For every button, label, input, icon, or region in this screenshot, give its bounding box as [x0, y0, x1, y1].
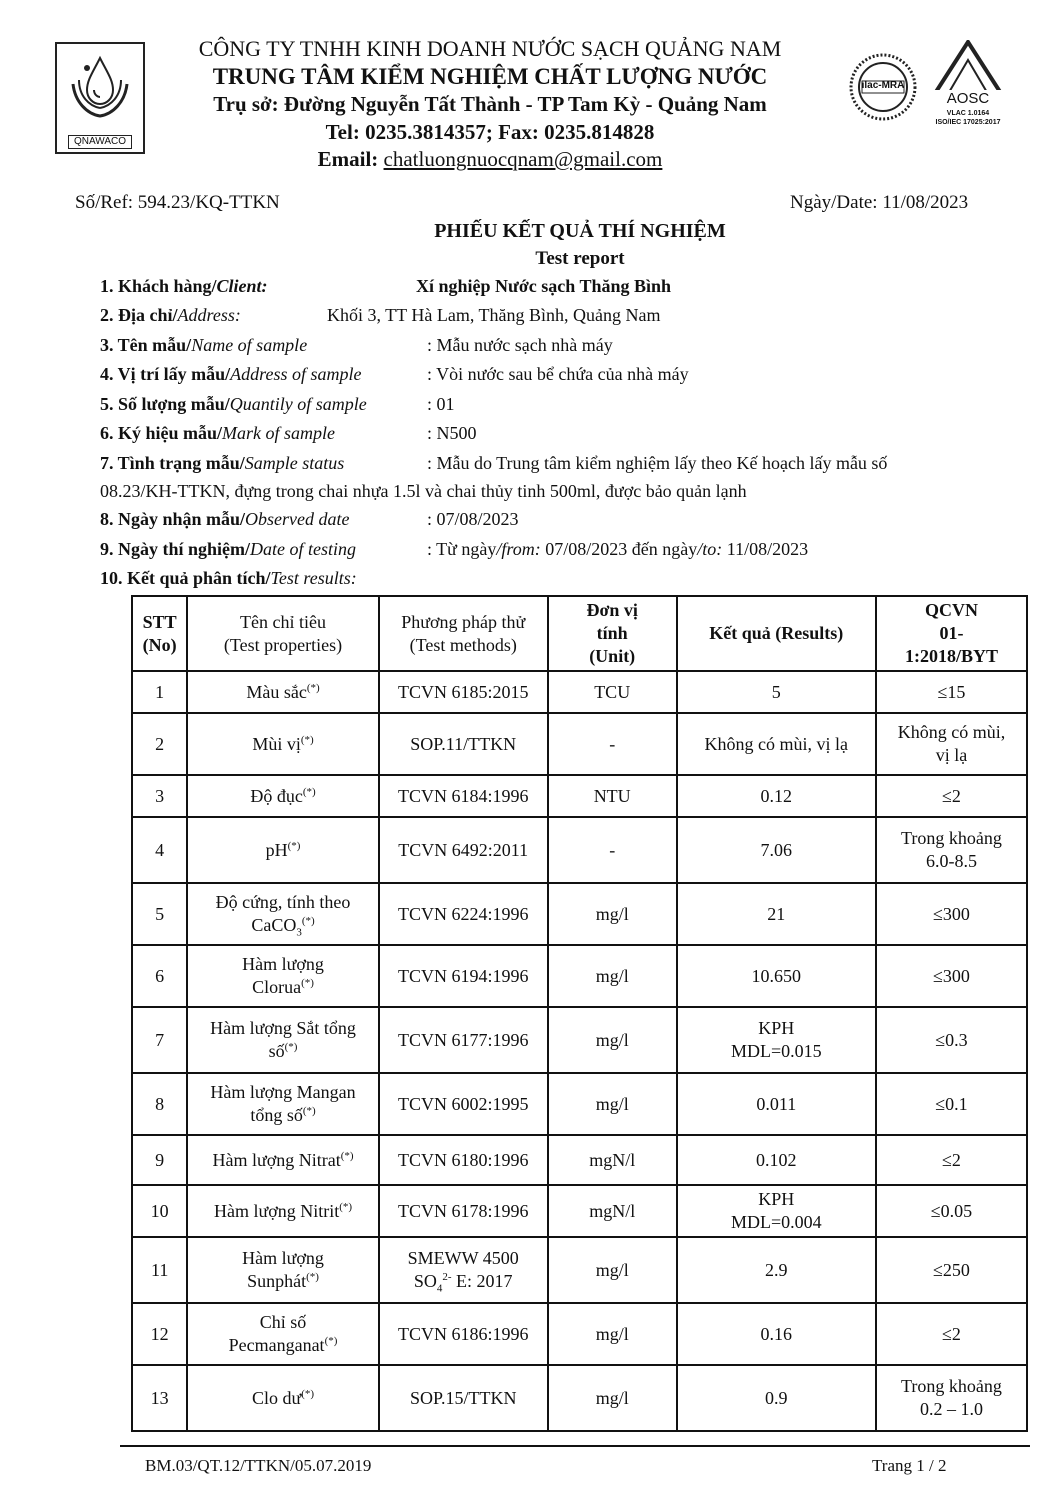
- unit: mgN/l: [548, 1135, 677, 1185]
- header-test-methods: Phương pháp thử (Test methods): [379, 596, 548, 671]
- email-label: Email:: [317, 147, 379, 171]
- company-name: CÔNG TY TNHH KINH DOANH NƯỚC SẠCH QUẢNG NAM: [198, 36, 782, 61]
- standard-limit: ≤0.1: [876, 1073, 1027, 1135]
- row-number: 6: [132, 945, 187, 1007]
- standard-limit: ≤300: [876, 945, 1027, 1007]
- table-header-row: [132, 596, 1027, 671]
- address-value: Khối 3, TT Hà Lam, Thăng Bình, Quảng Nam: [327, 305, 661, 325]
- result: 5: [677, 671, 876, 713]
- table-row: [132, 1303, 1027, 1365]
- test-method: SMEWW 4500 $SO_4^{2-}$ E: 2017: [379, 1237, 548, 1303]
- standard-limit: ≤0.3: [876, 1007, 1027, 1073]
- row-number: 3: [132, 775, 187, 817]
- results-table-body: [132, 671, 1027, 1431]
- row-number: 5: [132, 883, 187, 945]
- center-address: Trụ sở: Đường Nguyễn Tất Thành - TP Tam Kỳ - Quảng Nam: [213, 92, 767, 116]
- results-table: [131, 595, 1028, 1432]
- standard-limit: Không có mùi, vị lạ: [876, 713, 1027, 775]
- row-number: 9: [132, 1135, 187, 1185]
- table-row: [132, 1365, 1027, 1431]
- test-property: Hàm lượng Nitrit(*): [187, 1185, 378, 1237]
- result: KPH MDL=0.004: [677, 1185, 876, 1237]
- table-row: [132, 945, 1027, 1007]
- test-property: Chỉ số Pecmanganat(*): [187, 1303, 378, 1365]
- table-row: [132, 883, 1027, 945]
- unit: mg/l: [548, 1007, 677, 1073]
- unit: -: [548, 817, 677, 883]
- test-property: Độ đục(*): [187, 775, 378, 817]
- standard-limit: ≤300: [876, 883, 1027, 945]
- header-standard: QCVN 01- 1:2018/BYT: [876, 596, 1027, 671]
- test-method: TCVN 6184:1996: [379, 775, 548, 817]
- result: 0.16: [677, 1303, 876, 1365]
- footer-form-code: BM.03/QT.12/TTKN/05.07.2019: [145, 1456, 372, 1475]
- logo-text: QNAWACO: [68, 135, 132, 149]
- testing-date-field: 9. Ngày thí nghiệm/Date of testing: [100, 539, 357, 559]
- test-method: TCVN 6178:1996: [379, 1185, 548, 1237]
- row-number: 13: [132, 1365, 187, 1431]
- test-property: Hàm lượng Mangan tổng số(*): [187, 1073, 378, 1135]
- sample-qty-value: : 01: [427, 394, 455, 414]
- test-method: TCVN 6224:1996: [379, 883, 548, 945]
- sample-status-field: 7. Tình trạng mẫu/Sample status: [100, 453, 345, 473]
- result: 10.650: [677, 945, 876, 1007]
- test-method: TCVN 6002:1995: [379, 1073, 548, 1135]
- row-number: 12: [132, 1303, 187, 1365]
- test-property: Độ cứng, tính theo CaCO$_3$(*): [187, 883, 378, 945]
- unit: mg/l: [548, 883, 677, 945]
- test-method: TCVN 6186:1996: [379, 1303, 548, 1365]
- sample-location-field: 4. Vị trí lấy mẫu/Address of sample: [100, 364, 362, 384]
- email-link[interactable]: chatluongnuocqnam@gmail.com: [383, 147, 663, 171]
- test-property: Hàm lượng Sunphát(*): [187, 1237, 378, 1303]
- row-number: 10: [132, 1185, 187, 1237]
- row-number: 7: [132, 1007, 187, 1073]
- reference-number: Số/Ref: 594.23/KQ-TTKN: [75, 192, 280, 213]
- client-field: 1. Khách hàng/Client:: [100, 276, 268, 296]
- standard-limit: ≤2: [876, 775, 1027, 817]
- test-method: TCVN 6492:2011: [379, 817, 548, 883]
- standard-limit: ≤250: [876, 1237, 1027, 1303]
- sample-name-value: : Mẫu nước sạch nhà máy: [427, 335, 613, 355]
- test-method: TCVN 6185:2015: [379, 671, 548, 713]
- standard-limit: ≤15: [876, 671, 1027, 713]
- sample-mark-field: 6. Ký hiệu mẫu/Mark of sample: [100, 423, 336, 443]
- test-property: Hàm lượng Nitrat(*): [187, 1135, 378, 1185]
- sample-name-field: 3. Tên mẫu/Name of sample: [100, 335, 308, 355]
- header-unit: Đơn vị tính (Unit): [548, 596, 677, 671]
- table-row: [132, 1073, 1027, 1135]
- standard-limit: ≤2: [876, 1135, 1027, 1185]
- test-method: TCVN 6180:1996: [379, 1135, 548, 1185]
- standard-limit: Trong khoảng 0.2 – 1.0: [876, 1365, 1027, 1431]
- unit: NTU: [548, 775, 677, 817]
- unit: mg/l: [548, 945, 677, 1007]
- standard-limit: ≤0.05: [876, 1185, 1027, 1237]
- result: KPH MDL=0.015: [677, 1007, 876, 1073]
- address-field: 2. Địa chỉ/Address:: [100, 305, 241, 325]
- row-number: 11: [132, 1237, 187, 1303]
- table-row: [132, 775, 1027, 817]
- row-number: 1: [132, 671, 187, 713]
- unit: -: [548, 713, 677, 775]
- testing-date-value: : Từ ngày/from: 07/08/2023 đến ngày/to: 11/08/2023: [427, 539, 809, 559]
- aosc-sub2: ISO/IEC 17025:2017: [935, 119, 1001, 126]
- test-method: SOP.15/TTKN: [379, 1365, 548, 1431]
- result: 2.9: [677, 1237, 876, 1303]
- aosc-mark: [928, 40, 1008, 135]
- table-row: [132, 671, 1027, 713]
- received-date-field: 8. Ngày nhận mẫu/Observed date: [100, 509, 350, 529]
- test-results-heading: 10. Kết quả phân tích/Test results:: [100, 568, 357, 588]
- sample-mark-value: : N500: [427, 423, 477, 443]
- center-phone: Tel: 0235.3814357; Fax: 0235.814828: [325, 120, 655, 144]
- test-property: Màu sắc(*): [187, 671, 378, 713]
- test-property: Clo dư(*): [187, 1365, 378, 1431]
- unit: mg/l: [548, 1073, 677, 1135]
- table-row: [132, 1185, 1027, 1237]
- row-number: 8: [132, 1073, 187, 1135]
- unit: mg/l: [548, 1303, 677, 1365]
- table-row: [132, 1237, 1027, 1303]
- report-title: PHIẾU KẾT QUẢ THÍ NGHIỆM: [434, 220, 726, 242]
- result: 7.06: [677, 817, 876, 883]
- test-method: SOP.11/TTKN: [379, 713, 548, 775]
- ilac-text: ilac-MRA: [861, 80, 905, 91]
- report-subtitle: Test report: [535, 248, 625, 269]
- unit: mg/l: [548, 1237, 677, 1303]
- received-date-value: : 07/08/2023: [427, 509, 519, 529]
- standard-limit: ≤2: [876, 1303, 1027, 1365]
- test-property: Hàm lượng Sắt tổng số(*): [187, 1007, 378, 1073]
- test-property: Mùi vị(*): [187, 713, 378, 775]
- row-number: 4: [132, 817, 187, 883]
- sample-qty-field: 5. Số lượng mẫu/Quantily of sample: [100, 394, 367, 414]
- center-name: TRUNG TÂM KIỂM NGHIỆM CHẤT LƯỢNG NƯỚC: [212, 64, 768, 89]
- client-value: Xí nghiệp Nước sạch Thăng Bình: [416, 276, 672, 296]
- aosc-text: AOSC: [928, 90, 1008, 107]
- standard-limit: Trong khoảng 6.0-8.5: [876, 817, 1027, 883]
- result: Không có mùi, vị lạ: [677, 713, 876, 775]
- table-row: [132, 1007, 1027, 1073]
- test-method: TCVN 6194:1996: [379, 945, 548, 1007]
- center-email-line: [130, 147, 850, 172]
- result: 0.12: [677, 775, 876, 817]
- result: 0.102: [677, 1135, 876, 1185]
- table-row: [132, 713, 1027, 775]
- header-test-properties: Tên chỉ tiêu (Test properties): [187, 596, 378, 671]
- footer-page-number: Trang 1 / 2: [872, 1456, 947, 1475]
- table-row: [132, 817, 1027, 883]
- table-row: [132, 1135, 1027, 1185]
- unit: mg/l: [548, 1365, 677, 1431]
- result: 0.9: [677, 1365, 876, 1431]
- aosc-sub1: VLAC 1.0164: [946, 110, 990, 117]
- result: 0.011: [677, 1073, 876, 1135]
- header-results: Kết quả (Results): [677, 596, 876, 671]
- footer-divider: [120, 1445, 1030, 1447]
- sample-status-value-cont: 08.23/KH-TTKN, đựng trong chai nhựa 1.5l và chai thủy tinh 500ml, được bảo quản lạnh: [100, 481, 747, 501]
- header-stt: STT (No): [132, 596, 187, 671]
- report-date: Ngày/Date: 11/08/2023: [790, 192, 969, 213]
- sample-status-value: : Mẫu do Trung tâm kiểm nghiệm lấy theo Kế hoạch lấy mẫu số: [427, 453, 888, 473]
- test-method: TCVN 6177:1996: [379, 1007, 548, 1073]
- result: 21: [677, 883, 876, 945]
- row-number: 2: [132, 713, 187, 775]
- unit: TCU: [548, 671, 677, 713]
- sample-location-value: : Vòi nước sau bể chứa của nhà máy: [427, 364, 689, 384]
- unit: mgN/l: [548, 1185, 677, 1237]
- test-property: Hàm lượng Clorua(*): [187, 945, 378, 1007]
- test-property: pH(*): [187, 817, 378, 883]
- ilac-mra-mark: [848, 52, 918, 122]
